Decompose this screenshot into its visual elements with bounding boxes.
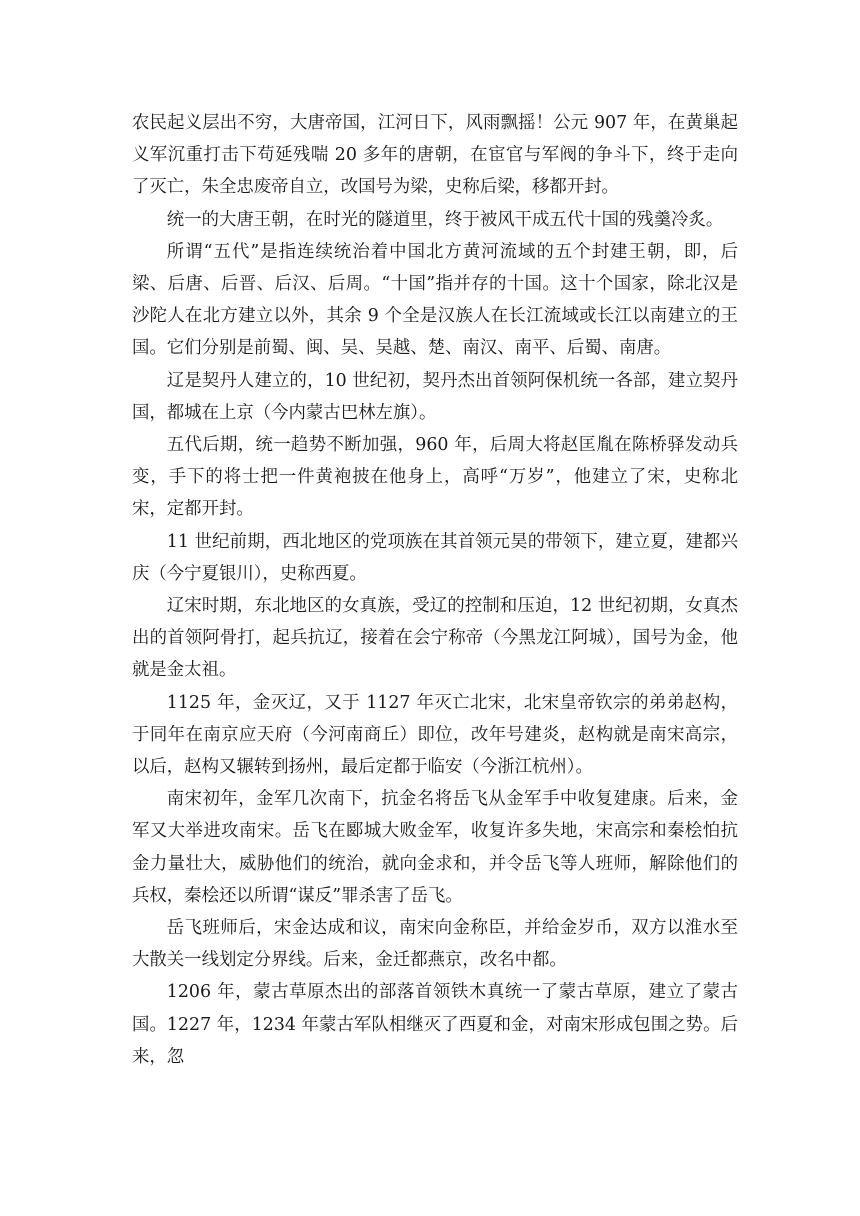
paragraph: 辽是契丹人建立的，10 世纪初，契丹杰出首领阿保机统一各部，建立契丹国，都城在上京（今内蒙古巴林左旗）。	[132, 370, 738, 423]
document-body	[132, 107, 738, 1073]
paragraph: 统一的大唐王朝，在时光的隧道里，终于被风干成五代十国的残羹冷炙。	[166, 209, 724, 230]
paragraph: 1206 年，蒙古草原杰出的部落首领铁木真统一了蒙古草原，建立了蒙古国。1227 年，1234 年蒙古军队相继灭了西夏和金，对南宋形成包围之势。后来，忽	[132, 982, 738, 1067]
paragraph: 所谓“五代”是指连续统治着中国北方黄河流域的五个封建王朝，即，后梁、后唐、后晋、后汉、后周。“十国”指并存的十国。这十个国家，除北汉是沙陀人在北方建立以外，其余 9 个全是汉族人在长江流域或长江以南建立的王国。它们分别是前蜀、闽、吴、吴越、楚、南汉、南平、后蜀、南唐。	[132, 241, 738, 359]
paragraph: 11 世纪前期，西北地区的党项族在其首领元昊的带领下，建立夏，建都兴庆（今宁夏银川），史称西夏。	[132, 531, 738, 584]
paragraph: 辽宋时期，东北地区的女真族，受辽的控制和压迫，12 世纪初期，女真杰出的首领阿骨打，起兵抗辽，接着在会宁称帝（今黑龙江阿城），国号为金，他就是金太祖。	[132, 596, 738, 681]
paragraph: 1125 年，金灭辽，又于 1127 年灭亡北宋，北宋皇帝钦宗的弟弟赵构，于同年在南京应天府（今河南商丘）即位，改年号建炎，赵构就是南宋高宗，以后，赵构又辗转到扬州，最后定都于临安（今浙江杭州）。	[132, 692, 738, 778]
paragraph: 农民起义层出不穷，大唐帝国，江河日下，风雨飘摇！公元 907 年，在黄巢起义军沉重打击下苟延残喘 20 多年的唐朝，在宦官与军阀的争斗下，终于走向了灭亡，朱全忠废帝自立，改国号为梁，史称后梁，移都开封。	[132, 113, 738, 198]
paragraph: 南宋初年，金军几次南下，抗金名将岳飞从金军手中收复建康。后来，金军又大举进攻南宋。岳飞在郾城大败金军，收复许多失地，宋高宗和秦桧怕抗金力量壮大，威胁他们的统治，就向金求和，并令岳飞等人班师，解除他们的兵权，秦桧还以所谓“谋反”罪杀害了岳飞。	[132, 789, 738, 906]
paragraph: 岳飞班师后，宋金达成和议，南宋向金称臣，并给金岁币，双方以淮水至大散关一线划定分界线。后来，金迁都燕京，改名中都。	[132, 918, 738, 971]
paragraph: 五代后期，统一趋势不断加强，960 年，后周大将赵匡胤在陈桥驿发动兵变，手下的将士把一件黄袍披在他身上，高呼“万岁”，他建立了宋，史称北宋，定都开封。	[132, 435, 738, 520]
